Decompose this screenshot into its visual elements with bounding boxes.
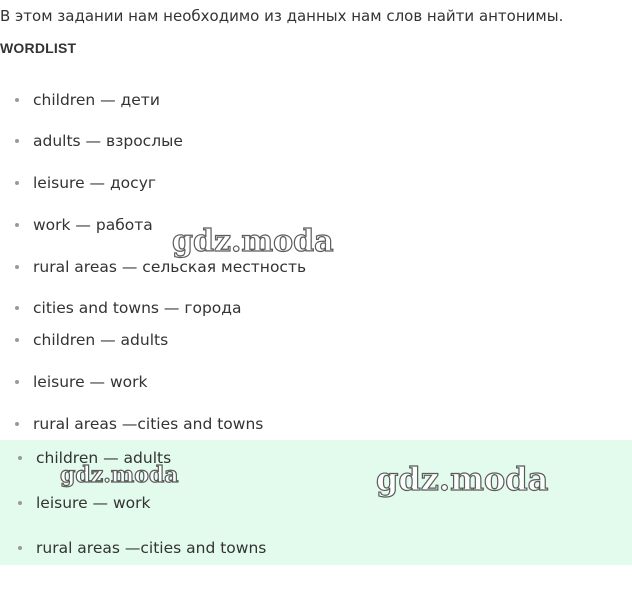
bullet-icon bbox=[18, 546, 22, 550]
list-item-text: leisure — work bbox=[36, 494, 151, 512]
list-item-text: children — adults bbox=[33, 331, 169, 349]
list-item-text: leisure — work bbox=[33, 373, 148, 391]
list-item-text: cities and towns — города bbox=[33, 299, 242, 317]
bullet-icon bbox=[18, 501, 22, 505]
watermark-logo: gdz.moda bbox=[376, 460, 549, 498]
list-item bbox=[15, 330, 168, 350]
bullet-icon bbox=[15, 223, 19, 227]
list-item bbox=[15, 90, 160, 110]
bullet-icon bbox=[15, 306, 19, 310]
list-item bbox=[15, 173, 156, 193]
list-item bbox=[15, 215, 153, 235]
list-item-text: children — дети bbox=[33, 91, 160, 109]
answer-box bbox=[0, 440, 632, 565]
bullet-icon bbox=[15, 380, 19, 384]
list-item bbox=[15, 372, 147, 392]
bullet-icon bbox=[15, 338, 19, 342]
watermark-logo: gdz.moda bbox=[172, 224, 334, 259]
bullet-icon bbox=[18, 456, 22, 460]
bullet-icon bbox=[15, 265, 19, 269]
intro-text: В этом задании нам необходимо из данных нам слов найти антонимы. bbox=[0, 7, 564, 25]
list-item bbox=[15, 298, 242, 318]
list-item-text: children — adults bbox=[36, 449, 172, 467]
bullet-icon bbox=[15, 181, 19, 185]
list-item bbox=[18, 493, 150, 513]
list-item bbox=[18, 538, 266, 558]
list-item bbox=[15, 131, 183, 151]
list-item-text: adults — взрослые bbox=[33, 132, 183, 150]
list-item-text: work — работа bbox=[33, 216, 153, 234]
wordlist-heading: WORDLIST bbox=[0, 40, 77, 56]
list-item-text: leisure — досуг bbox=[33, 174, 157, 192]
bullet-icon bbox=[15, 98, 19, 102]
list-item-text: rural areas — сельская местность bbox=[33, 258, 307, 276]
list-item-text: rural areas —cities and towns bbox=[33, 415, 264, 433]
list-item-text: rural areas —cities and towns bbox=[36, 539, 267, 557]
list-item bbox=[15, 257, 306, 277]
bullet-icon bbox=[15, 422, 19, 426]
bullet-icon bbox=[15, 139, 19, 143]
watermark-logo: gdz.moda bbox=[60, 462, 179, 488]
list-item bbox=[15, 414, 263, 434]
